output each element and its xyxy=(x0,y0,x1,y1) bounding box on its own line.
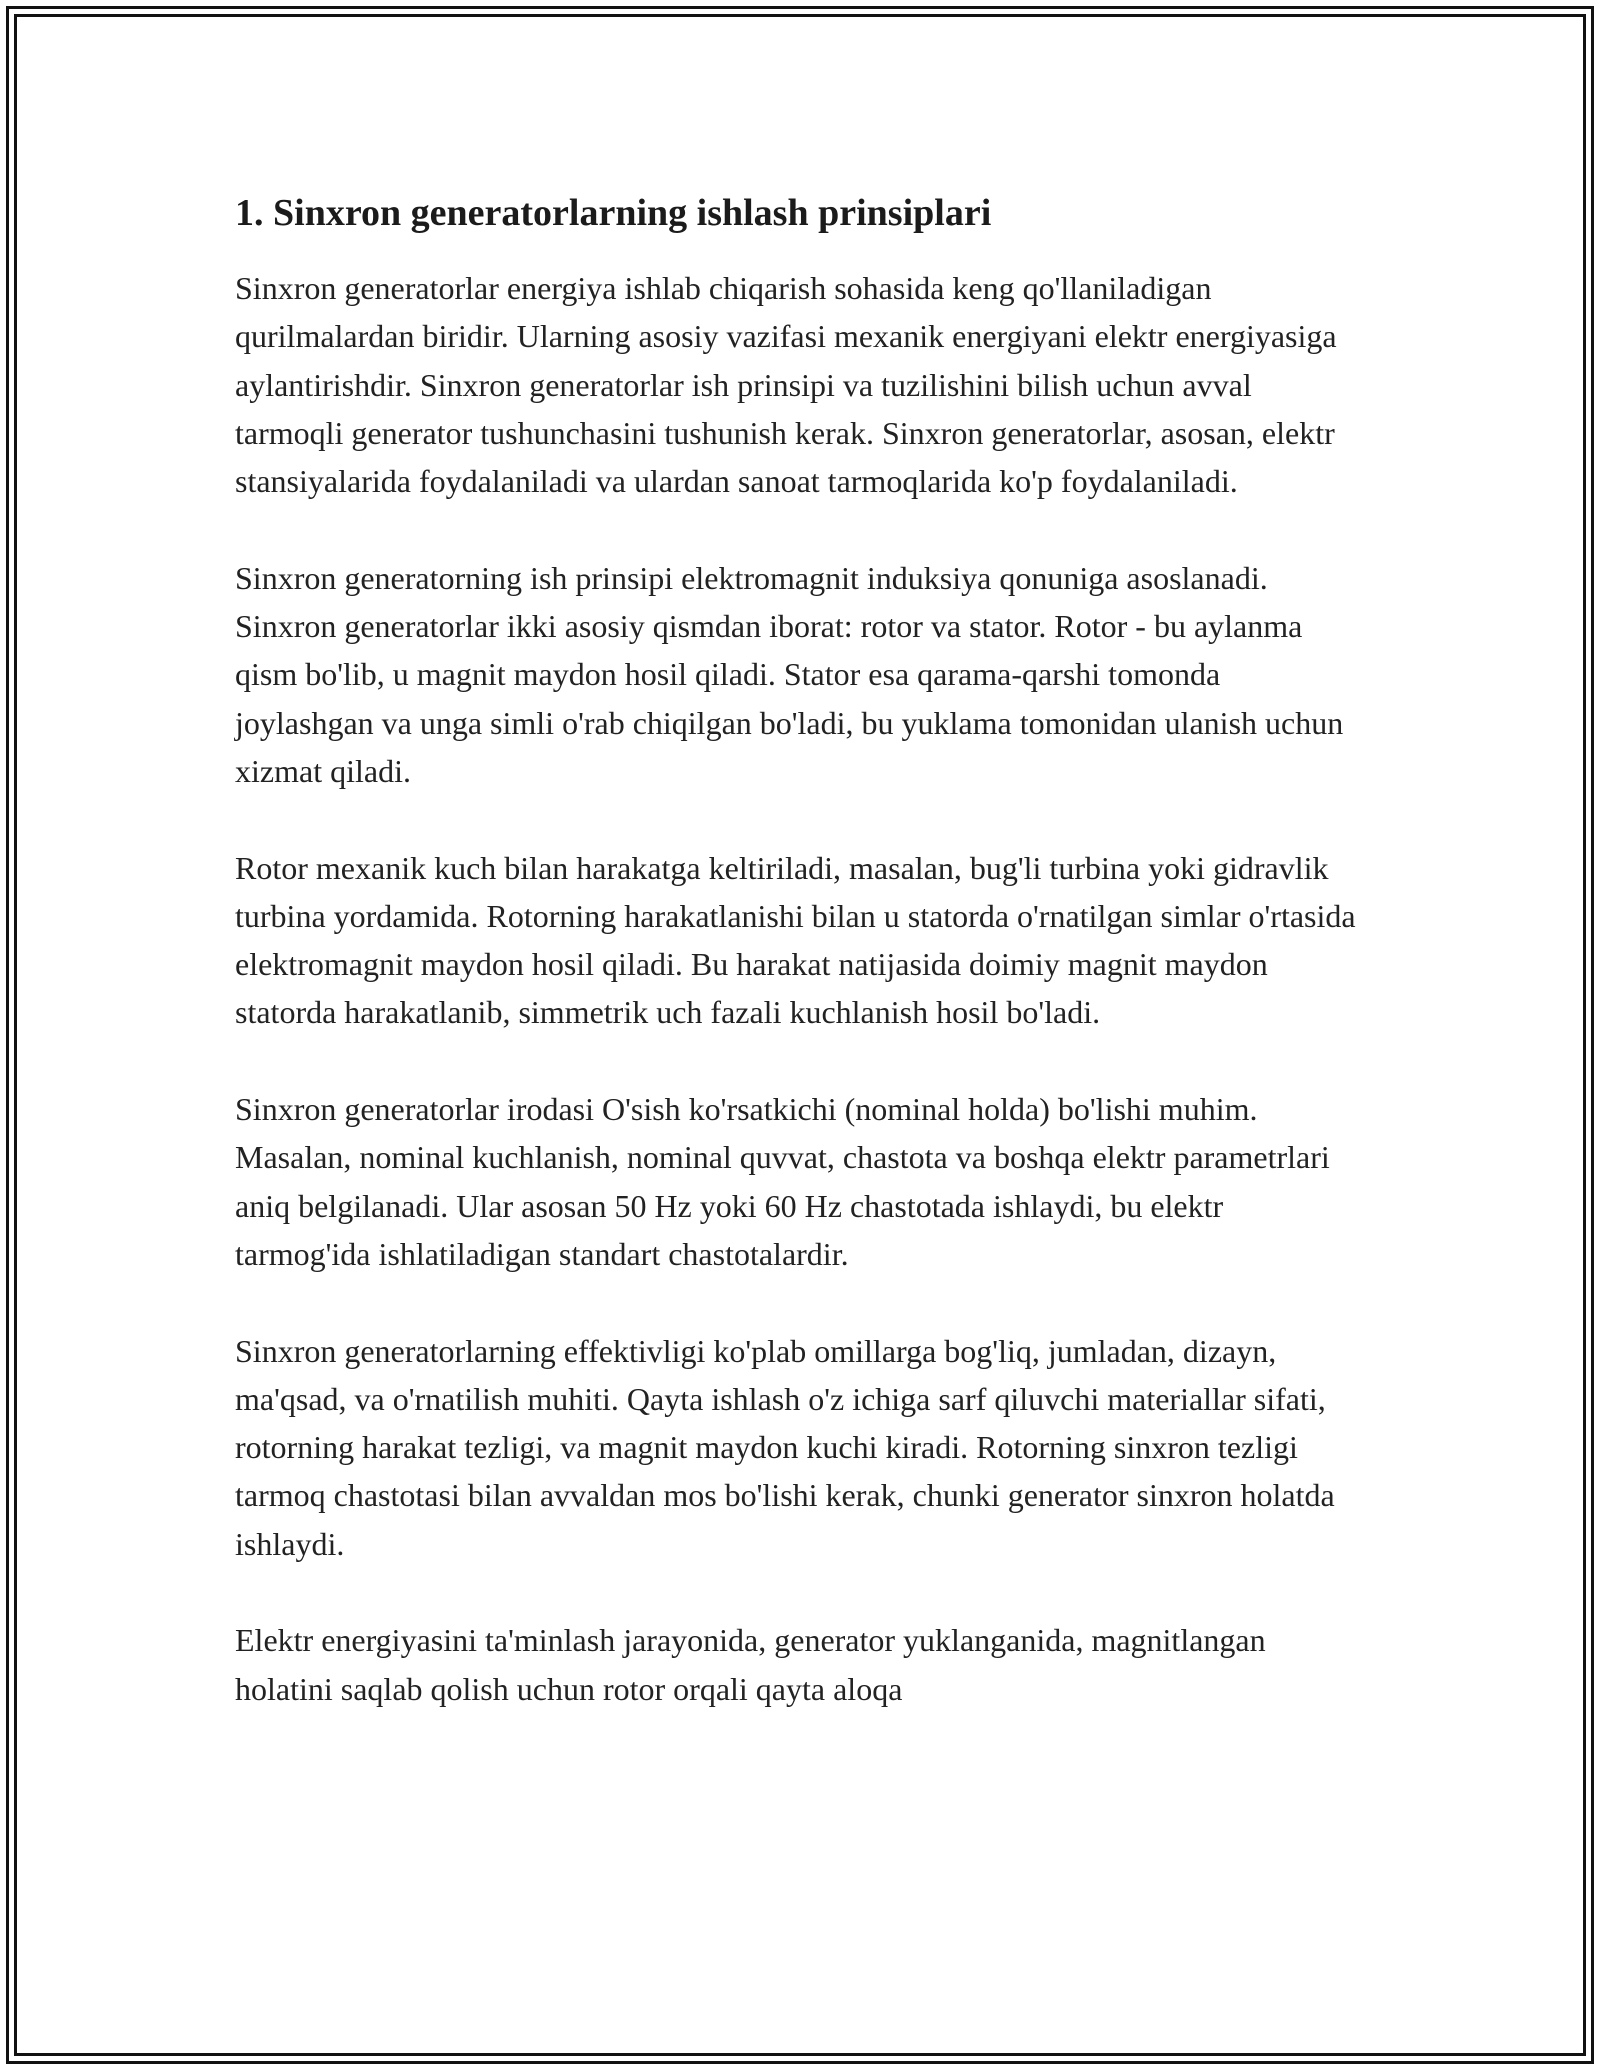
paragraph-intro: Sinxron generatorlar energiya ishlab chiqarish sohasida keng qo'llaniladigan qurilmalardan biridir. Ularning asosiy vazifasi mexanik energiyani elektr energiyasiga aylantirishdir. Sinxron generatorlar ish prinsipi va tuzilishini bilish uchun avval tarmoqli generator tushunchasini tushunish kerak. Sinxron generatorlar, asosan, elektr stansiyalarida foydalaniladi va ulardan sanoat tarmoqlarida ko'p foydalaniladi. xyxy=(235,270,1337,500)
paragraph-efficiency: Sinxron generatorlarning effektivligi ko'plab omillarga bog'liq, jumladan, dizayn, ma'qsad, va o'rnatilish muhiti. Qayta ishlash o'z ichiga sarf qiluvchi materiallar sifati, rotorning harakat tezligi, va magnit maydon kuchi kiradi. Rotorning sinxron tezligi tarmoq chastotasi bilan avvaldan mos bo'lishi kerak, chunki generator sinxron holatda ishlaydi. xyxy=(235,1332,1335,1562)
paragraph-principle: Sinxron generatorning ish prinsipi elektromagnit induksiya qonuniga asoslanadi. Sinxron generatorlar ikki asosiy qismdan iborat: rotor va stator. Rotor - bu aylanma qism bo'lib, u magnit maydon hosil qiladi. Stator esa qarama-qarshi tomonda joylashgan va unga simli o'rab chiqilgan bo'ladi, bu yuklama tomonidan ulanish uchun xizmat qiladi. xyxy=(235,559,1344,789)
paragraph-energy-supply: Elektr energiyasini ta'minlash jarayonida, generator yuklanganida, magnitlangan holatini saqlab qolish uchun rotor orqali qayta aloqa xyxy=(235,1622,1266,1707)
paragraph-nominal: Sinxron generatorlar irodasi O'sish ko'rsatkichi (nominal holda) bo'lishi muhim. Masalan, nominal kuchlanish, nominal quvvat, chastota va boshqa elektr parametrlari aniq belgilanadi. Ular asosan 50 Hz yoki 60 Hz chastotada ishlaydi, bu elektr tarmog'ida ishlatiladigan standart chastotalardir. xyxy=(235,1091,1330,1272)
paragraph-rotor: Rotor mexanik kuch bilan harakatga keltiriladi, masalan, bug'li turbina yoki gidravlik turbina yordamida. Rotorning harakatlanishi bilan u statorda o'rnatilgan simlar o'rtasida elektromagnit maydon hosil qiladi. Bu harakat natijasida doimiy magnit maydon statorda harakatlanib, simmetrik uch fazali kuchlanish hosil bo'ladi. xyxy=(235,849,1356,1031)
section-heading: 1. Sinxron generatorlarning ishlash prinsiplari xyxy=(235,192,992,234)
document-body xyxy=(235,186,1365,1713)
